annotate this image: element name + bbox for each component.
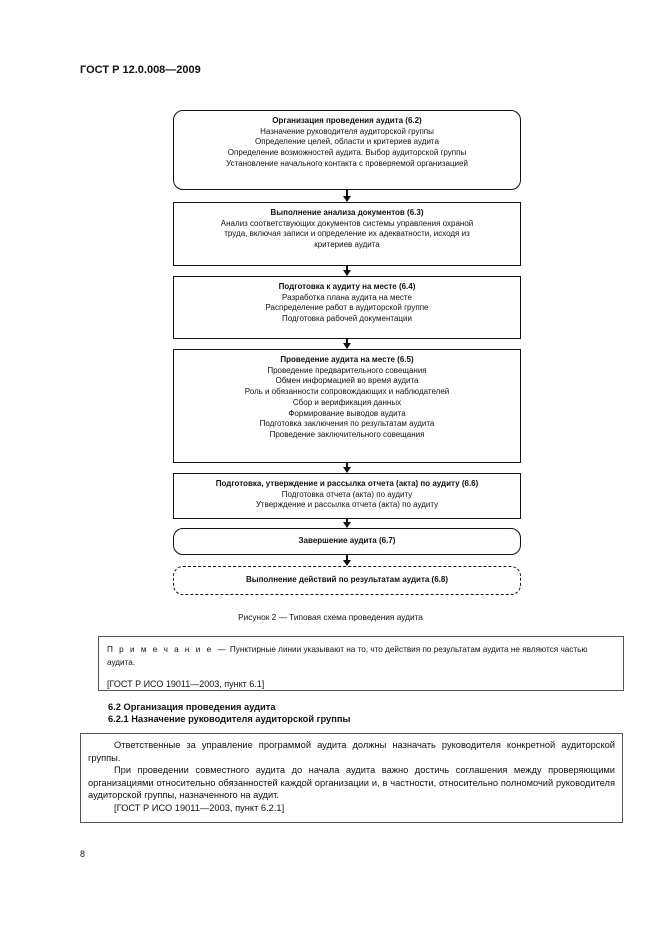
- flow-box-line: Анализ соответствующих документов системы управления охраной: [220, 218, 474, 228]
- note-text: [107, 643, 615, 669]
- flow-box-line: Формирование выводов аудита: [288, 408, 406, 418]
- flow-box-title: Подготовка, утверждение и рассылка отчета (акта) по аудиту (6.6): [215, 479, 479, 488]
- subsection-heading: 6.2.1 Назначение руководителя аудиторской группы: [108, 714, 351, 724]
- flow-box-line: Проведение заключительного совещания: [269, 429, 425, 439]
- flow-box-line: Сбор и верификация данных: [292, 397, 402, 407]
- flow-arrow: [346, 339, 348, 348]
- figure-caption: Рисунок 2 — Типовая схема проведения аудита: [238, 612, 423, 622]
- flow-box-onsite-preparation: [173, 276, 521, 339]
- note-reference: [ГОСТ Р ИСО 19011—2003, пункт 6.1]: [107, 679, 265, 689]
- flow-box-line: Подготовка отчета (акта) по аудиту: [281, 489, 413, 499]
- flow-box-line: Разработка плана аудита на месте: [282, 292, 412, 302]
- flow-box-follow-up: [173, 566, 521, 595]
- section-heading: 6.2 Организация проведения аудита: [108, 702, 276, 712]
- quote-reference: [ГОСТ Р ИСО 19011—2003, пункт 6.2.1]: [114, 802, 285, 813]
- quote-paragraph: При проведении совместного аудита до начала аудита важно достичь соглашения между проверяющими организациями относительно обязанностей каждой организации и, в частности, относительно полномочий руководителя аудиторской группы, назначенного на аудит.: [88, 765, 615, 801]
- note-body: Пунктирные линии указывают на то, что действия по результатам аудита не являются частью аудита.: [107, 645, 588, 667]
- flow-box-line: Утверждение и рассылка отчета (акта) по аудиту: [255, 500, 439, 510]
- flow-box-organization: [173, 110, 521, 190]
- flow-box-line: Определение возможностей аудита. Выбор аудиторской группы: [227, 148, 467, 158]
- flow-arrow: [346, 519, 348, 527]
- flow-box-document-review: [173, 202, 521, 266]
- flow-box-line: Установление начального контакта с проверяемой организацией: [226, 158, 468, 168]
- flow-box-title: Завершение аудита (6.7): [298, 536, 396, 545]
- flow-arrow: [346, 266, 348, 275]
- flow-box-title: Организация проведения аудита (6.2): [272, 116, 422, 125]
- flow-box-line: Определение целей, области и критериев аудита: [255, 137, 439, 147]
- flow-arrow: [346, 463, 348, 472]
- flow-box-line: Назначение руководителя аудиторской группы: [260, 126, 434, 136]
- note-box: [98, 636, 624, 691]
- flow-box-line: труда, включая записи и определение их адекватности, исходя из: [224, 229, 470, 239]
- flow-box-completion: [173, 528, 521, 555]
- flow-box-onsite-audit: [173, 349, 521, 463]
- quote-paragraph: Ответственные за управление программой аудита должны назначать руководителя конкретной аудиторской группы.: [88, 740, 615, 763]
- flow-box-line: критериев аудита: [314, 240, 380, 250]
- document-header: ГОСТ Р 12.0.008—2009: [80, 64, 201, 76]
- flow-arrow: [346, 555, 348, 565]
- flow-box-line: Проведение предварительного совещания: [267, 365, 427, 375]
- page-number: 8: [80, 849, 86, 859]
- flow-box-title: Подготовка к аудиту на месте (6.4): [278, 282, 416, 291]
- flow-box-title: Выполнение действий по результатам аудита (6.8): [245, 575, 448, 584]
- flow-box-title: Выполнение анализа документов (6.3): [270, 208, 424, 217]
- flow-box-line: Распределение работ в аудиторской группе: [265, 303, 429, 313]
- flow-box-line: Обмен информацией во время аудита: [275, 376, 419, 386]
- note-label: П р и м е ч а н и е —: [107, 645, 228, 654]
- flow-box-line: Подготовка заключения по результатам аудита: [259, 419, 435, 429]
- flow-arrow: [346, 190, 348, 201]
- flow-box-report: [173, 473, 521, 519]
- flow-box-line: Роль и обязанности сопровождающих и наблюдателей: [244, 387, 450, 397]
- flow-box-title: Проведение аудита на месте (6.5): [280, 355, 414, 364]
- flow-box-line: Подготовка рабочей документации: [282, 314, 412, 324]
- quote-box: [80, 733, 623, 823]
